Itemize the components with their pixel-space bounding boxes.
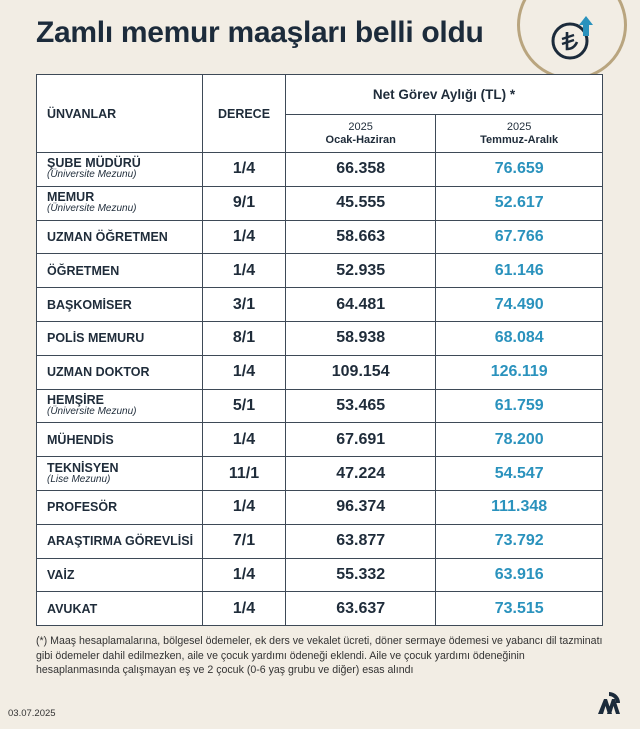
cell-derece: 5/1 [203, 389, 286, 423]
cell-unvan [37, 524, 203, 558]
cell-ocak-haziran: 45.555 [286, 186, 436, 220]
table-row [37, 389, 603, 423]
table-row [37, 186, 603, 220]
cell-unvan [37, 288, 203, 322]
cell-temmuz-aralik: 74.490 [436, 288, 603, 322]
cell-temmuz-aralik: 73.792 [436, 524, 603, 558]
cell-temmuz-aralik: 61.146 [436, 254, 603, 288]
cell-derece: 3/1 [203, 288, 286, 322]
cell-derece: 1/4 [203, 423, 286, 457]
table-row [37, 592, 603, 626]
header-ocak-haziran [286, 115, 436, 153]
cell-temmuz-aralik: 63.916 [436, 558, 603, 592]
cell-ocak-haziran: 96.374 [286, 490, 436, 524]
unvan-title: HEMŞİRE [47, 392, 104, 407]
cell-ocak-haziran: 58.938 [286, 321, 436, 355]
cell-unvan [37, 254, 203, 288]
unvan-title: PROFESÖR [47, 500, 118, 515]
cell-temmuz-aralik: 68.084 [436, 321, 603, 355]
header-temmuz-aralik [436, 115, 603, 153]
unvan-title: BAŞKOMİSER [47, 297, 132, 312]
header-derece: DERECE [203, 75, 286, 153]
cell-unvan [37, 321, 203, 355]
cell-ocak-haziran: 63.877 [286, 524, 436, 558]
table-row [37, 321, 603, 355]
cell-ocak-haziran: 47.224 [286, 457, 436, 491]
cell-derece: 1/4 [203, 490, 286, 524]
cell-ocak-haziran: 63.637 [286, 592, 436, 626]
cell-unvan [37, 490, 203, 524]
cell-derece: 7/1 [203, 524, 286, 558]
header-unvan: ÜNVANLAR [37, 75, 203, 153]
header-net-gorev: Net Görev Aylığı (TL) * [286, 75, 603, 115]
table-row [37, 457, 603, 491]
unvan-title: ŞUBE MÜDÜRÜ [47, 156, 141, 171]
cell-ocak-haziran: 55.332 [286, 558, 436, 592]
cell-ocak-haziran: 67.691 [286, 423, 436, 457]
cell-derece: 9/1 [203, 186, 286, 220]
unvan-note: (Üniversite Mezunu) [47, 169, 137, 181]
header-col2-period: Temmuz-Aralık [480, 133, 559, 146]
cell-ocak-haziran: 64.481 [286, 288, 436, 322]
cell-ocak-haziran: 53.465 [286, 389, 436, 423]
cell-derece: 1/4 [203, 153, 286, 187]
unvan-note: (Üniversite Mezunu) [47, 203, 137, 215]
page-title: Zamlı memur maaşları belli oldu [36, 16, 484, 49]
cell-unvan [37, 592, 203, 626]
cell-temmuz-aralik: 52.617 [436, 186, 603, 220]
unvan-title: POLİS MEMURU [47, 331, 145, 346]
cell-temmuz-aralik: 126.119 [436, 355, 603, 389]
cell-derece: 1/4 [203, 558, 286, 592]
header-col1-year: 2025 [348, 120, 373, 133]
cell-ocak-haziran: 66.358 [286, 153, 436, 187]
cell-derece: 1/4 [203, 592, 286, 626]
table-row [37, 153, 603, 187]
cell-temmuz-aralik: 67.766 [436, 220, 603, 254]
cell-ocak-haziran: 109.154 [286, 355, 436, 389]
table-row [37, 254, 603, 288]
unvan-note: (Lise Mezunu) [47, 473, 111, 485]
cell-unvan [37, 423, 203, 457]
footnote: (*) Maaş hesaplamalarına, bölgesel ödemeler, ek ders ve vekalet ücreti, döner sermaye ödemesi ve yabancı dil tazminatı gibi ödemeler dahil edilmezken, aile ve çocuk yardımı ödeneği eklendi. Aile ve çocuk yardımı ödeneğinin hesaplanmasında çalışmayan eş ve 2 çocuk (0-6 yaş grubu ve diğer) esas alındı [36, 635, 603, 676]
cell-derece: 1/4 [203, 220, 286, 254]
table-row [37, 490, 603, 524]
table-row [37, 423, 603, 457]
cell-temmuz-aralik: 76.659 [436, 153, 603, 187]
cell-derece: 1/4 [203, 254, 286, 288]
table-row [37, 558, 603, 592]
cell-ocak-haziran: 52.935 [286, 254, 436, 288]
unvan-title: AVUKAT [47, 601, 98, 616]
cell-temmuz-aralik: 54.547 [436, 457, 603, 491]
cell-unvan [37, 457, 203, 491]
cell-unvan [37, 355, 203, 389]
salary-table [36, 74, 603, 626]
cell-temmuz-aralik: 73.515 [436, 592, 603, 626]
cell-unvan [37, 389, 203, 423]
table-row [37, 524, 603, 558]
unvan-title: UZMAN DOKTOR [47, 365, 150, 380]
unvan-title: MÜHENDİS [47, 432, 114, 447]
lira-up-arrow-icon [517, 0, 627, 80]
aa-logo-icon [597, 691, 621, 715]
unvan-title: UZMAN ÖĞRETMEN [47, 229, 168, 244]
table-row [37, 220, 603, 254]
unvan-note: (Üniversite Mezunu) [47, 405, 137, 417]
cell-derece: 1/4 [203, 355, 286, 389]
cell-unvan [37, 186, 203, 220]
unvan-title: MEMUR [47, 190, 95, 205]
cell-derece: 11/1 [203, 457, 286, 491]
table-row [37, 288, 603, 322]
unvan-title: ARAŞTIRMA GÖREVLİSİ [47, 534, 194, 549]
cell-unvan [37, 558, 203, 592]
cell-unvan [37, 153, 203, 187]
unvan-title: ÖĞRETMEN [47, 263, 120, 278]
cell-ocak-haziran: 58.663 [286, 220, 436, 254]
cell-derece: 8/1 [203, 321, 286, 355]
cell-temmuz-aralik: 61.759 [436, 389, 603, 423]
cell-temmuz-aralik: 111.348 [436, 490, 603, 524]
cell-temmuz-aralik: 78.200 [436, 423, 603, 457]
cell-unvan [37, 220, 203, 254]
table-row [37, 355, 603, 389]
header-col2-year: 2025 [506, 120, 532, 133]
header-col1-period: Ocak-Haziran [325, 133, 396, 146]
publish-date: 03.07.2025 [8, 708, 56, 719]
unvan-title: VAİZ [47, 567, 75, 582]
unvan-title: TEKNİSYEN [47, 460, 119, 475]
